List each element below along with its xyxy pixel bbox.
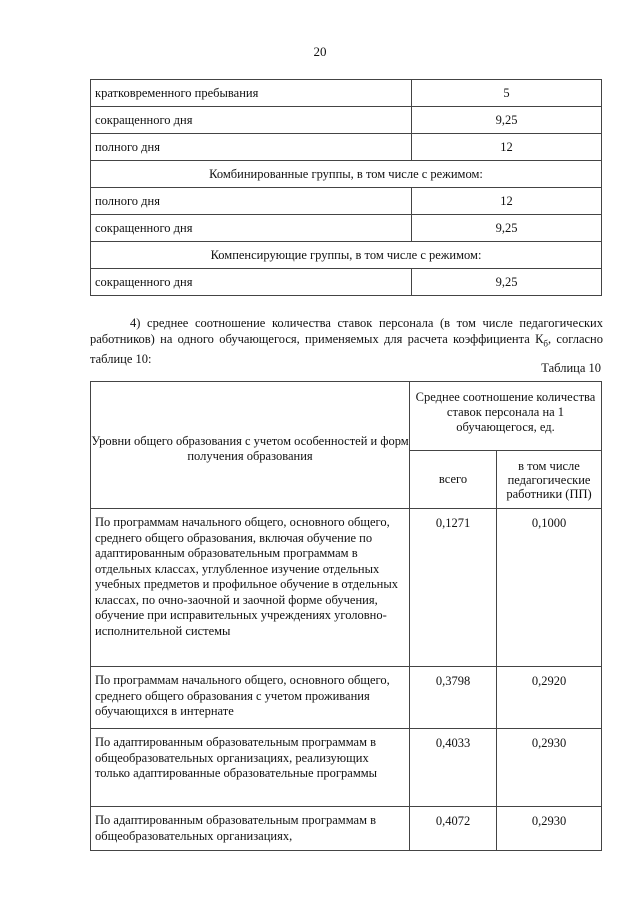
row-total: 0,4033 xyxy=(410,729,497,807)
row-label: сокращенного дня xyxy=(91,107,412,134)
paragraph-subscript: б xyxy=(543,338,548,348)
row-value: 9,25 xyxy=(412,107,602,134)
row-pedagogical: 0,2930 xyxy=(497,807,602,851)
row-description: По адаптированным образовательным программам в общеобразовательных организациях, реализующих только адаптированные образовательные программы xyxy=(91,729,410,807)
row-description: По адаптированным образовательным программам в общеобразовательных организациях, xyxy=(91,807,410,851)
row-description: По программам начального общего, основного общего, среднего общего образования, включая обучение по адаптированным образовательным программам в отдельных классах, углубленное изучение отдельных учебных предметов и профильное обучение в отдельных классах, по очно-заочной и заочной форме обучения, обучение при исправительных учреждениях уголовно-исполнительной системы xyxy=(91,509,410,667)
row-label: полного дня xyxy=(91,134,412,161)
group-header-row xyxy=(91,161,602,188)
table-row xyxy=(91,134,602,161)
table-row xyxy=(91,667,602,729)
table-row xyxy=(91,509,602,667)
header-pedagogical: в том числе педагогические работники (ПП) xyxy=(497,451,602,509)
table-row xyxy=(91,807,602,851)
table-row xyxy=(91,729,602,807)
page-number: 20 xyxy=(313,44,327,59)
row-value: 9,25 xyxy=(412,269,602,296)
paragraph-tail: , согласно таблице 10: xyxy=(90,331,603,366)
row-pedagogical: 0,1000 xyxy=(497,509,602,667)
row-label: кратковременного пребывания xyxy=(91,80,412,107)
row-label: полного дня xyxy=(91,188,412,215)
row-value: 12 xyxy=(412,188,602,215)
paragraph-text: 4) среднее соотношение количества ставок персонала (в том числе педагогических работников) на одного обучающегося, применяемых для расчета коэффициента К xyxy=(90,316,603,346)
row-total: 0,4072 xyxy=(410,807,497,851)
table-row xyxy=(91,107,602,134)
table-row xyxy=(91,80,602,107)
row-value: 5 xyxy=(412,80,602,107)
row-total: 0,3798 xyxy=(410,667,497,729)
staff-ratio-table xyxy=(90,381,602,851)
row-total: 0,1271 xyxy=(410,509,497,667)
row-pedagogical: 0,2920 xyxy=(497,667,602,729)
header-row xyxy=(91,382,602,451)
row-pedagogical: 0,2930 xyxy=(497,729,602,807)
groups-table xyxy=(90,79,602,296)
body-paragraph xyxy=(90,316,603,367)
row-description: По программам начального общего, основного общего, среднего общего образования с учетом проживания обучающихся в интернате xyxy=(91,667,410,729)
row-value: 9,25 xyxy=(412,215,602,242)
header-levels: Уровни общего образования с учетом особенностей и форм получения образования xyxy=(91,382,410,509)
header-ratio: Среднее соотношение количества ставок персонала на 1 обучающегося, ед. xyxy=(410,382,602,451)
row-label: сокращенного дня xyxy=(91,269,412,296)
group-title-combined: Комбинированные группы, в том числе с режимом: xyxy=(91,161,602,188)
header-total: всего xyxy=(410,451,497,509)
table-row xyxy=(91,215,602,242)
table-row xyxy=(91,188,602,215)
row-value: 12 xyxy=(412,134,602,161)
table-caption: Таблица 10 xyxy=(541,361,601,375)
group-header-row xyxy=(91,242,602,269)
group-title-compensating: Компенсирующие группы, в том числе с режимом: xyxy=(91,242,602,269)
row-label: сокращенного дня xyxy=(91,215,412,242)
table-row xyxy=(91,269,602,296)
